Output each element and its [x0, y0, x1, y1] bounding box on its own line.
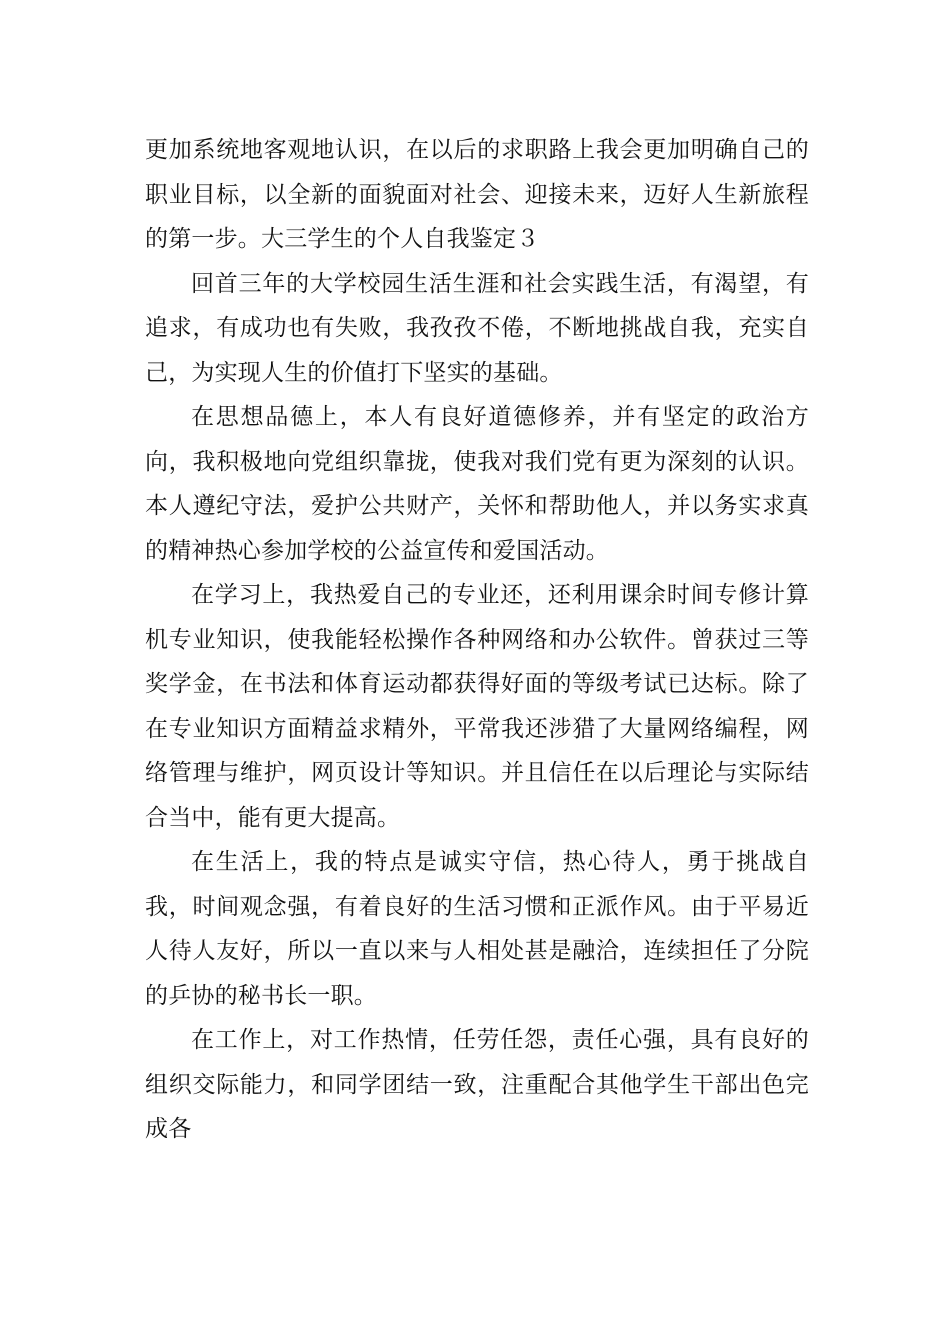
paragraph-work: 在工作上，对工作热情，任劳任怨，责任心强，具有良好的组织交际能力，和同学团结一致，注重配合其他学生干部出色完成各 — [145, 1027, 809, 1142]
document-body — [145, 128, 809, 1152]
paragraph-review-three-years: 回首三年的大学校园生活生涯和社会实践生活，有渴望，有追求，有成功也有失败，我孜孜不倦，不断地挑战自我，充实自己，为实现人生的价值打下坚实的基础。 — [145, 270, 809, 386]
paragraph-continuation: 更加系统地客观地认识，在以后的求职路上我会更加明确自己的职业目标，以全新的面貌面对社会、迎接未来，迈好人生新旅程的第一步。大三学生的个人自我鉴定３ — [145, 137, 809, 252]
paragraph-life: 在生活上，我的特点是诚实守信，热心待人，勇于挑战自我，时间观念强，有着良好的生活习惯和正派作风。由于平易近人待人友好，所以一直以来与人相处甚是融洽，连续担任了分院的乒协的秘书长一职。 — [145, 849, 809, 1009]
paragraph-moral-character: 在思想品德上，本人有良好道德修养，并有坚定的政治方向，我积极地向党组织靠拢，使我对我们党有更为深刻的认识。本人遵纪守法，爱护公共财产，关怀和帮助他人，并以务实求真的精神热心参加学校的公益宣传和爱国活动。 — [145, 404, 809, 564]
paragraph-study: 在学习上，我热爱自己的专业还，还利用课余时间专修计算机专业知识，使我能轻松操作各种网络和办公软件。曾获过三等奖学金，在书法和体育运动都获得好面的等级考试已达标。除了在专业知识方面精益求精外，平常我还涉猎了大量网络编程，网络管理与维护，网页设计等知识。并且信任在以后理论与实际结合当中，能有更大提高。 — [145, 582, 809, 831]
